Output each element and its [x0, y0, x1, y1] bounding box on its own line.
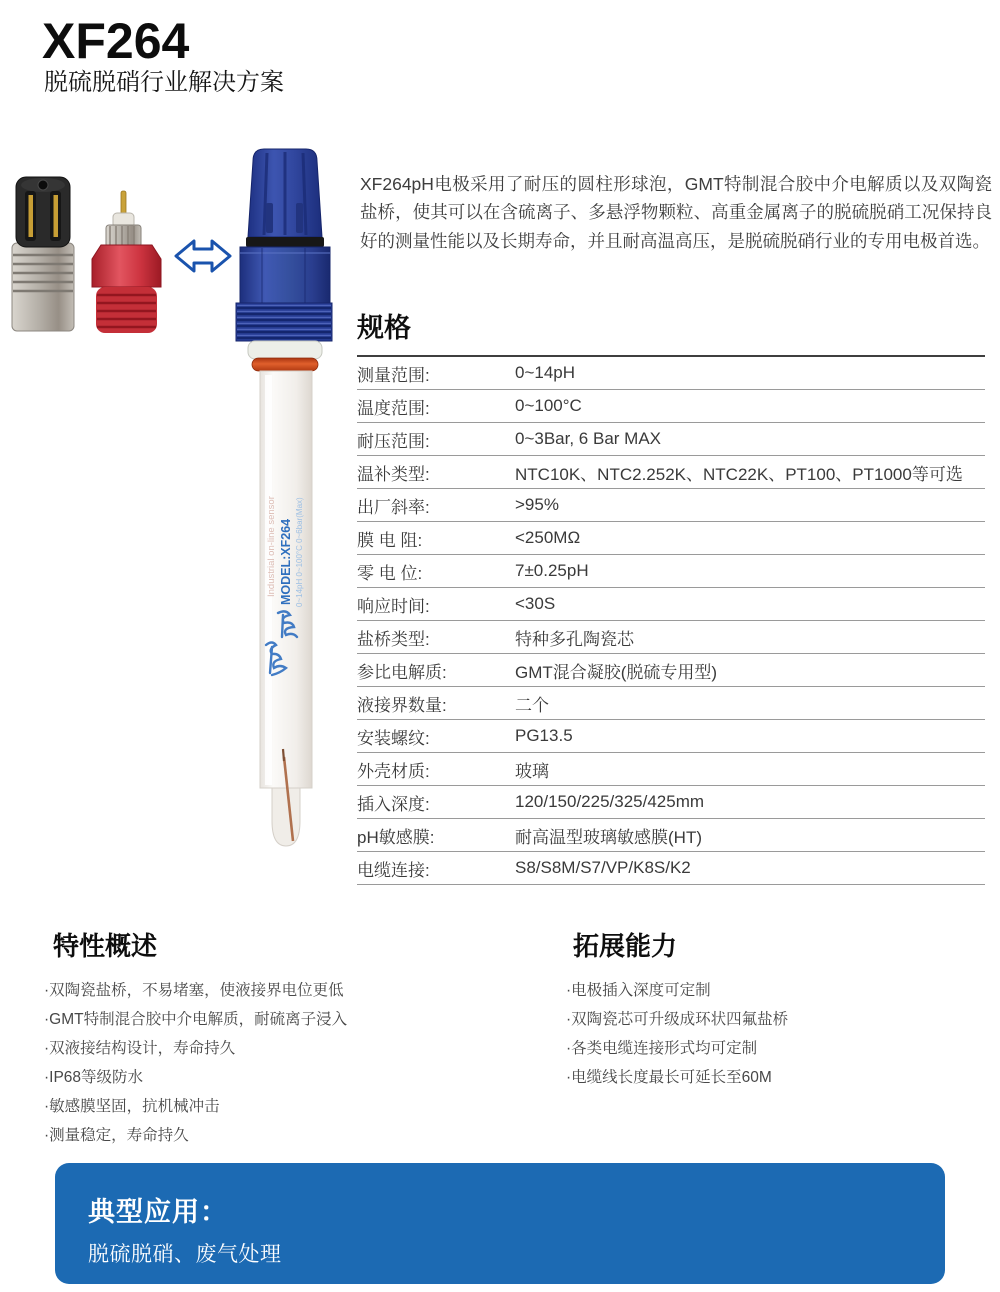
- spec-value: 二个: [515, 695, 549, 715]
- ph-electrode-icon: [236, 149, 332, 846]
- spec-value: 耐高温型玻璃敏感膜(HT): [515, 827, 702, 847]
- spec-row: [357, 455, 985, 488]
- s8-connector-icon: [12, 177, 74, 331]
- spec-label: 安装螺纹:: [357, 728, 430, 748]
- feature-item: ·测量稳定，寿命持久: [44, 1127, 189, 1144]
- expansion-item: ·电极插入深度可定制: [566, 982, 711, 999]
- spec-value: 玻璃: [515, 761, 549, 781]
- spec-row: [357, 554, 985, 587]
- spec-row: [357, 851, 985, 884]
- spec-value: <250MΩ: [515, 528, 581, 547]
- spec-row: [357, 620, 985, 653]
- spec-row: [357, 389, 985, 422]
- spec-row: [357, 785, 985, 818]
- features-list: [44, 976, 514, 1150]
- spec-label: 零 电 位:: [357, 563, 423, 583]
- expansion-heading: 拓展能力: [573, 931, 678, 961]
- spec-value: 120/150/225/325/425mm: [515, 792, 705, 811]
- expansion-item: ·各类电缆连接形式均可定制: [566, 1040, 758, 1057]
- spec-label: 膜 电 阻:: [357, 530, 423, 550]
- feature-item: ·双液接结构设计，寿命持久: [44, 1040, 236, 1057]
- spec-label: 外壳材质:: [357, 761, 430, 781]
- tube-brand-text: Industrial on-line sensor: [266, 496, 277, 597]
- spec-row: [357, 355, 985, 389]
- spec-value: >95%: [515, 495, 559, 514]
- page-title: XF264: [42, 13, 190, 69]
- expansion-item: ·电缆线长度最长可延长至60M: [566, 1069, 772, 1086]
- spec-value: 0~3Bar, 6 Bar MAX: [515, 429, 661, 448]
- specs-table: [357, 355, 985, 885]
- spec-value: <30S: [515, 594, 556, 613]
- spec-value: 0~14pH: [515, 363, 576, 382]
- spec-value: NTC10K、NTC2.252K、NTC22K、PT100、PT1000等可选: [515, 464, 963, 484]
- spec-value: 0~100°C: [515, 396, 582, 415]
- feature-item: ·GMT特制混合胶中介电解质，耐硫离子浸入: [44, 1011, 348, 1028]
- spec-label: 测量范围:: [357, 365, 430, 385]
- page-subtitle: 脱硫脱硝行业解决方案: [44, 69, 284, 96]
- spec-label: 盐桥类型:: [357, 629, 430, 649]
- expansion-list: [566, 976, 966, 1092]
- spec-value: 特种多孔陶瓷芯: [515, 629, 634, 649]
- spec-label: pH敏感膜:: [357, 827, 435, 847]
- spec-row: [357, 521, 985, 554]
- spec-row: [357, 752, 985, 785]
- spec-label: 液接界数量:: [357, 695, 447, 715]
- spec-label: 响应时间:: [357, 596, 430, 616]
- spec-row: [357, 818, 985, 851]
- intro-paragraph: XF264pH电极采用了耐压的圆柱形球泡，GMT特制混合胶中介电解质以及双陶瓷盐桥，使其可以在含硫离子、多悬浮物颗粒、高重金属离子的脱硫脱硝工况保持良好的测量性能以及长期寿命，并且耐高温高压，是脱硫脱硝行业的专用电极首选。: [360, 173, 992, 251]
- spec-row: [357, 719, 985, 752]
- spec-label: 温度范围:: [357, 398, 430, 418]
- spec-row: [357, 653, 985, 686]
- feature-item: ·IP68等级防水: [44, 1069, 144, 1086]
- spec-label: 电缆连接:: [357, 860, 430, 880]
- product-figure: [0, 145, 355, 885]
- vp-red-connector-icon: [92, 191, 161, 333]
- spec-label: 耐压范围:: [357, 431, 430, 451]
- specs-heading: 规格: [357, 313, 411, 343]
- spec-label: 出厂斜率:: [357, 497, 430, 517]
- expansion-item: ·双陶瓷芯可升级成环状四氟盐桥: [566, 1011, 789, 1028]
- spec-label: 插入深度:: [357, 794, 430, 814]
- spec-value: PG13.5: [515, 726, 573, 745]
- application-text: 脱硫脱硝、废气处理: [88, 1243, 282, 1266]
- spec-value: S8/S8M/S7/VP/K8S/K2: [515, 858, 691, 877]
- feature-item: ·敏感膜坚固，抗机械冲击: [44, 1098, 220, 1115]
- spec-value: GMT混合凝胶(脱硫专用型): [515, 662, 718, 682]
- application-heading: 典型应用：: [88, 1197, 228, 1227]
- spec-row: [357, 686, 985, 719]
- spec-row: [357, 587, 985, 620]
- spec-row: [357, 422, 985, 455]
- spec-row: [357, 488, 985, 521]
- application-banner: [55, 1163, 945, 1284]
- spec-value: 7±0.25pH: [515, 561, 589, 580]
- swap-arrow-icon: [176, 241, 230, 271]
- tube-model-text: MODEL:XF264: [279, 518, 293, 605]
- spec-label: 温补类型:: [357, 464, 430, 484]
- features-heading: 特性概述: [53, 931, 158, 961]
- spec-label: 参比电解质:: [357, 662, 447, 682]
- feature-item: ·双陶瓷盐桥，不易堵塞，使液接界电位更低: [44, 982, 344, 999]
- tube-spec-text: 0~14pH 0~100°C 0~6bar(Max): [295, 497, 304, 607]
